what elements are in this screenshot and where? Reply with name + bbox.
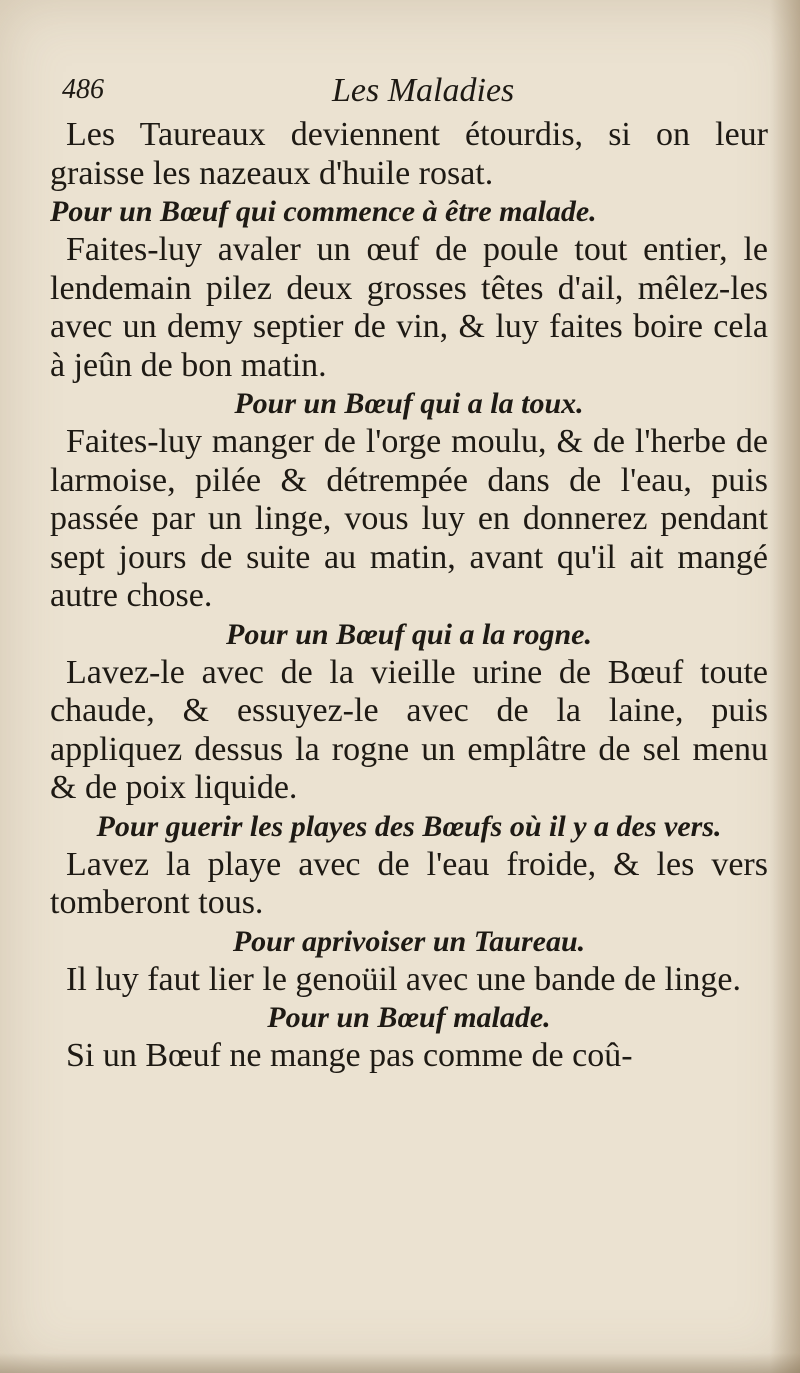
- paragraph: Faites-luy avaler un œuf de poule tout entier, le lendemain pilez deux grosses têtes d'ail, mêlez-les avec un demy septier de vin, & luy faites boire cela à jeûn de bon matin.: [50, 231, 768, 384]
- section-heading: Pour un Bœuf qui commence à être malade.: [50, 195, 597, 228]
- section-heading: Pour un Bœuf qui a la toux.: [234, 387, 584, 420]
- section-heading: Pour guerir les playes des Bœufs où il y a des vers.: [96, 809, 722, 843]
- page-text: [50, 72, 768, 1076]
- page-header: [50, 72, 768, 116]
- running-title: Les Maladies: [332, 72, 515, 109]
- paragraph: Faites-luy manger de l'orge moulu, & de l'herbe de larmoise, pilée & détrempée dans de l'eau, puis passée par un linge, vous luy en donnerez pendant sept jours de suite au matin, avant qu'il ait mangé autre chose.: [50, 423, 768, 614]
- paragraph: Lavez la playe avec de l'eau froide, & les vers tomberont tous.: [50, 845, 768, 921]
- paragraph: Les Taureaux deviennent étourdis, si on leur graisse les nazeaux d'huile rosat.: [50, 116, 768, 192]
- page-edge-shadow: [770, 0, 800, 1373]
- paragraph: Lavez-le avec de la vieille urine de Bœuf toute chaude, & essuyez-le avec de la laine, puis appliquez dessus la rogne un emplâtre de sel menu & de poix liquide.: [50, 653, 768, 806]
- section-heading: Pour un Bœuf malade.: [267, 1001, 551, 1034]
- paragraph: Il luy faut lier le genoüil avec une bande de linge.: [66, 960, 742, 998]
- section-heading: Pour un Bœuf qui a la rogne.: [226, 617, 592, 651]
- page-number: 486: [62, 74, 104, 105]
- page-bottom-shadow: [0, 1353, 800, 1373]
- section-heading: Pour aprivoiser un Taureau.: [232, 924, 586, 958]
- paragraph: Si un Bœuf ne mange pas comme de coû-: [66, 1037, 633, 1074]
